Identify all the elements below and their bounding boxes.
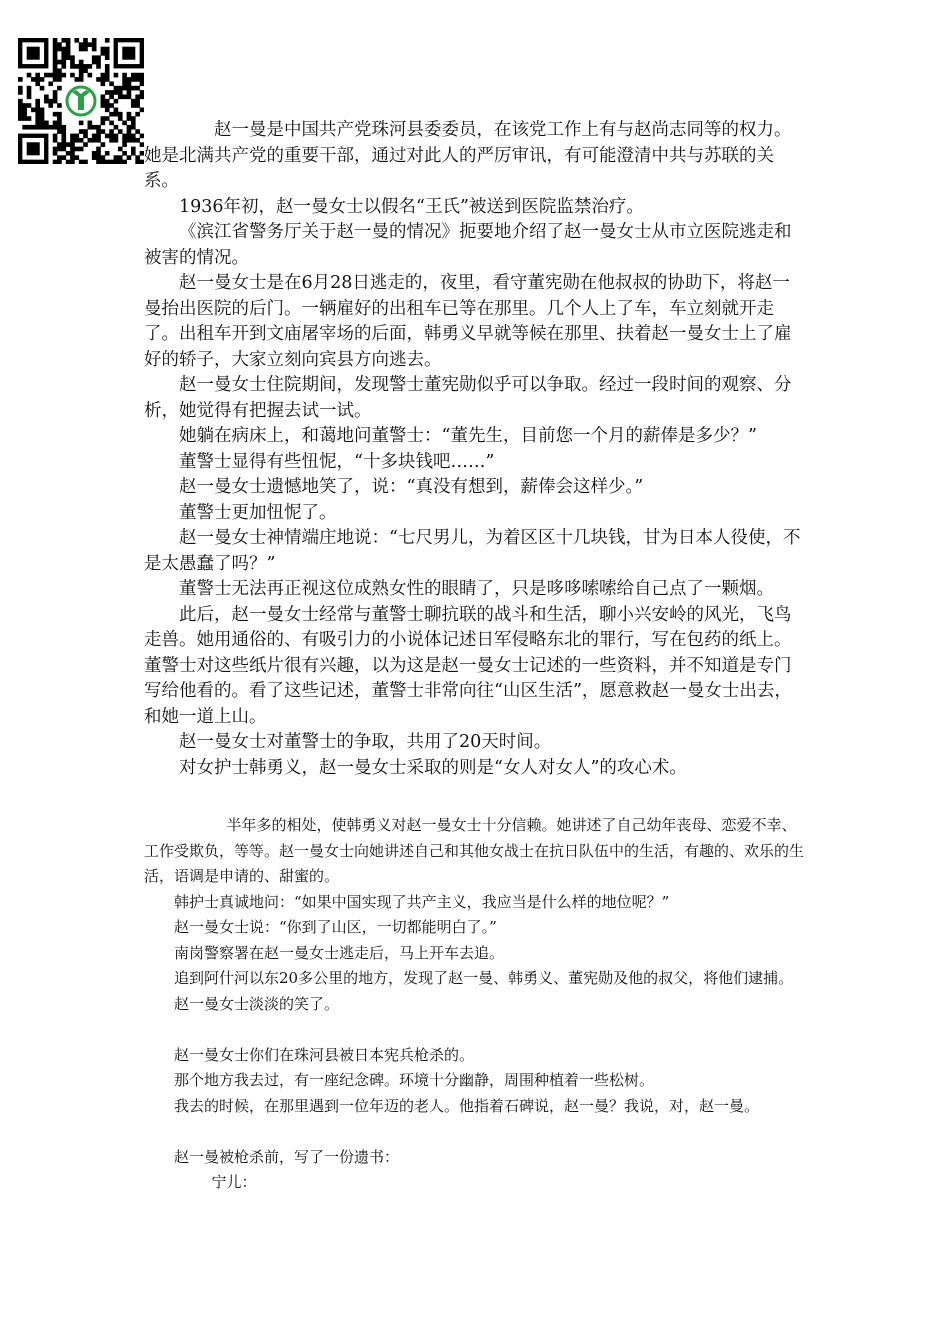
paragraph: 半年多的相处，使韩勇义对赵一曼女士十分信赖。她讲述了自己幼年丧母、恋爱不幸、工作受欺负，等等。赵一曼女士向她讲述自己和其他女战士在抗日队伍中的生活，有趣的、欢乐的生活，语调是申请的、甜蜜的。 bbox=[144, 816, 805, 885]
letter-salutation: 宁儿： bbox=[211, 1173, 257, 1191]
paragraph: 赵一曼女士淡淡的笑了。 bbox=[174, 994, 340, 1013]
paragraph: 我去的时候，在那里遇到一位年迈的老人。他指着石碑说，赵一曼？我说，对，赵一曼。 bbox=[174, 1096, 760, 1115]
paragraph: 她躺在病床上，和蔼地问董警士：“董先生，目前您一个月的薪俸是多少？” bbox=[179, 426, 757, 446]
article-block-secondary bbox=[144, 813, 808, 1196]
paragraph: 董警士显得有些忸怩，“十多块钱吧……” bbox=[179, 451, 495, 472]
paragraph: 赵一曼女士你们在珠河县被日本宪兵枪杀的。 bbox=[174, 1045, 475, 1064]
qr-code-icon bbox=[18, 38, 144, 164]
paragraph: 赵一曼女士是在6月28日逃走的，夜里，看守董宪勋在他叔叔的协助下，将赵一曼抬出医院的后门。一辆雇好的出租车已等在那里。几个人上了车，车立刻就开走了。出租车开到文庙屠宰场的后面，韩勇义早就等候在那里、扶着赵一曼女士上了雇好的轿子，大家立刻向宾县方向逃去。 bbox=[144, 273, 792, 370]
blank-line bbox=[144, 1017, 808, 1043]
paragraph: 赵一曼被枪杀前，写了一份遗书： bbox=[174, 1147, 400, 1166]
paragraph: 1936年初，赵一曼女士以假名“王氏”被送到医院监禁治疗。 bbox=[179, 196, 644, 217]
paragraph: 追到阿什河以东20多公里的地方，发现了赵一曼、韩勇义、董宪勋及他的叔父，将他们逮捕。 bbox=[174, 969, 794, 987]
paragraph: 赵一曼女士遗憾地笑了，说：“真没有想到，薪俸会这样少。” bbox=[179, 477, 644, 497]
paragraph: 赵一曼女士对董警士的争取，共用了20天时间。 bbox=[179, 732, 552, 752]
article-block-primary bbox=[144, 118, 806, 781]
qr-code bbox=[18, 38, 144, 164]
paragraph: 那个地方我去过，有一座纪念碑。环境十分幽静，周围种植着一些松树。 bbox=[174, 1071, 655, 1089]
paragraph: 《滨江省警务厅关于赵一曼的情况》扼要地介绍了赵一曼女士从市立医院逃走和被害的情况。 bbox=[144, 222, 792, 268]
paragraph: 此后，赵一曼女士经常与董警士聊抗联的战斗和生活，聊小兴安岭的风光，飞鸟走兽。她用通俗的、有吸引力的小说体记述日军侵略东北的罪行，写在包药的纸上。董警士对这些纸片很有兴趣，以为这是赵一曼女士记述的一些资料，并不知道是专门写给他看的。看了这些记述，董警士非常向往“山区生活”，愿意救赵一曼女士出去，和她一道上山。 bbox=[144, 604, 792, 727]
paragraph: 董警士无法再正视这位成熟女性的眼睛了，只是哆哆嗦嗦给自己点了一颗烟。 bbox=[179, 579, 774, 599]
paragraph: 南岗警察署在赵一曼女士逃走后，马上开车去追。 bbox=[174, 943, 505, 962]
paragraph: 赵一曼是中国共产党珠河县委委员，在该党工作上有与赵尚志同等的权力。她是北满共产党的重要干部，通过对此人的严厉审讯，有可能澄清中共与苏联的关系。 bbox=[144, 120, 792, 191]
paragraph: 董警士更加忸怩了。 bbox=[179, 502, 337, 523]
paragraph: 赵一曼女士神情端庄地说：“七尺男儿，为着区区十几块钱，甘为日本人役使，不是太愚蠢了吗？” bbox=[144, 528, 801, 574]
paragraph: 赵一曼女士说：“你到了山区，一切都能明白了。” bbox=[174, 918, 497, 936]
paragraph: 对女护士韩勇义，赵一曼女士采取的则是“女人对女人”的攻心术。 bbox=[179, 757, 687, 778]
paragraph: 韩护士真诚地问：“如果中国实现了共产主义，我应当是什么样的地位呢？” bbox=[174, 892, 670, 911]
blank-line bbox=[144, 1119, 808, 1145]
paragraph: 赵一曼女士住院期间，发现警士董宪勋似乎可以争取。经过一段时间的观察、分析，她觉得有把握去试一试。 bbox=[144, 375, 792, 421]
